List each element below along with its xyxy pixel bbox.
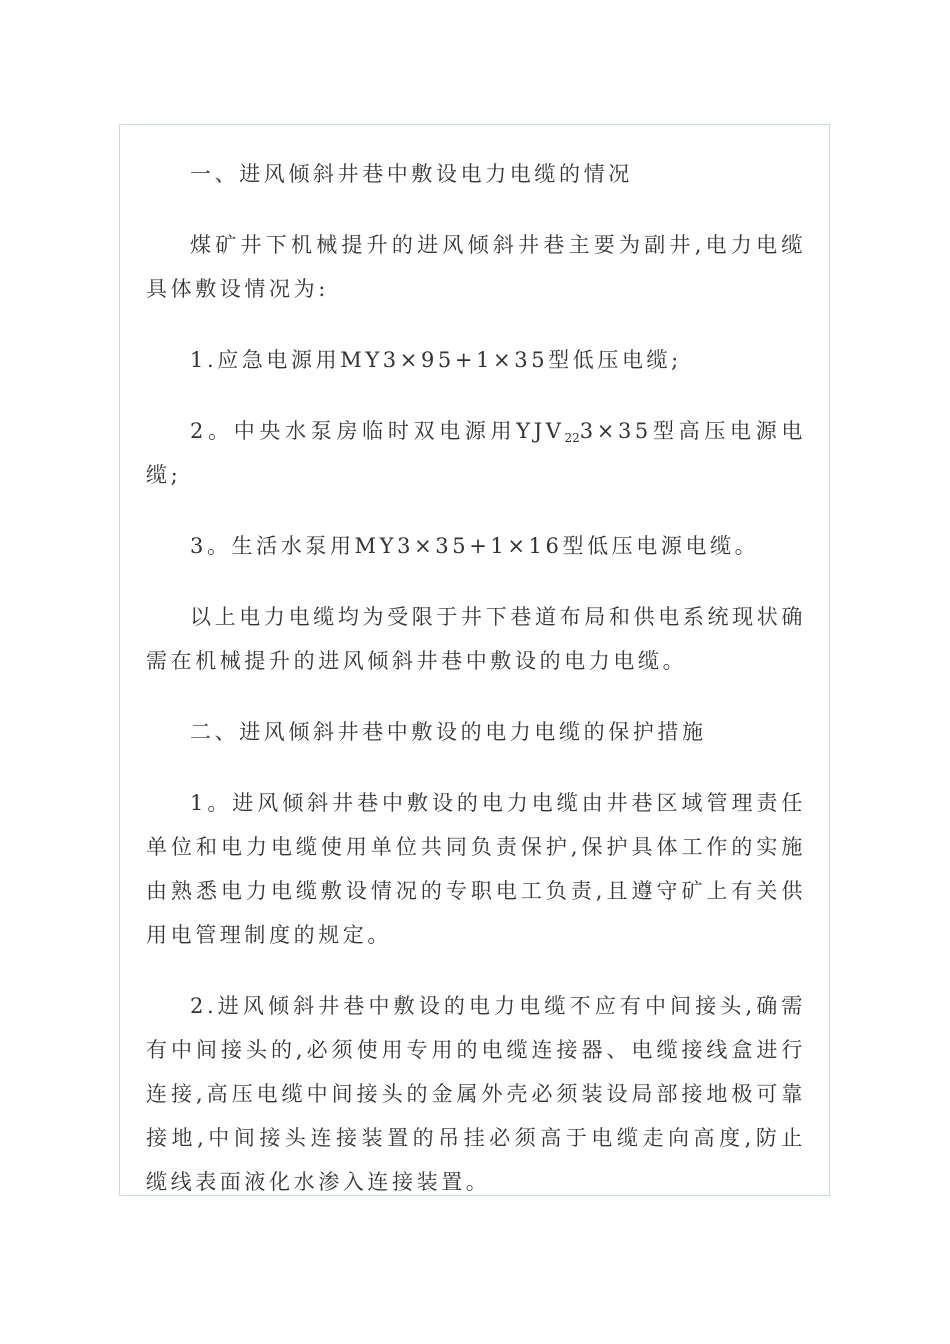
protection-measure-1: 1。进风倾斜井巷中敷设的电力电缆由井巷区域管理责任单位和电力电缆使用单位共同负责保护,保护具体工作的实施由熟悉电力电缆敷设情况的专职电工负责,且遵守矿上有关供用电管理制度的规定。 bbox=[146, 791, 806, 947]
cable-item-2-prefix: 2。中央水泵房临时双电源用YJV bbox=[190, 419, 565, 443]
intro-paragraph: 煤矿井下机械提升的进风倾斜井巷主要为副井,电力电缆具体敷设情况为: bbox=[146, 233, 806, 301]
cable-item-2-subscript: 22 bbox=[564, 431, 580, 445]
section-1-title: 一、进风倾斜井巷中敷设电力电缆的情况 bbox=[190, 162, 633, 186]
summary-paragraph: 以上电力电缆均为受限于井下巷道布局和供电系统现状确需在机械提升的进风倾斜井巷中敷设的电力电缆。 bbox=[146, 605, 806, 673]
cable-item-1: 1.应急电源用MY3×95+1×35型低压电缆; bbox=[190, 348, 682, 372]
cable-item-2-suffix: 3×35型高压电源电缆; bbox=[146, 419, 806, 487]
cable-item-3: 3。生活水泵用MY3×35+1×16型低压电源电缆。 bbox=[190, 534, 760, 558]
protection-measure-2: 2.进风倾斜井巷中敷设的电力电缆不应有中间接头,确需有中间接头的,必须使用专用的电缆连接器、电缆接线盒进行连接,高压电缆中间接头的金属外壳必须装设局部接地极可靠接地,中间接头连接装置的吊挂必须高于电缆走向高度,防止缆线表面液化水渗入连接装置。 bbox=[146, 994, 806, 1194]
document-body bbox=[146, 152, 806, 1204]
cable-item-2 bbox=[146, 409, 806, 497]
section-2-title: 二、进风倾斜井巷中敷设的电力电缆的保护措施 bbox=[190, 720, 707, 744]
